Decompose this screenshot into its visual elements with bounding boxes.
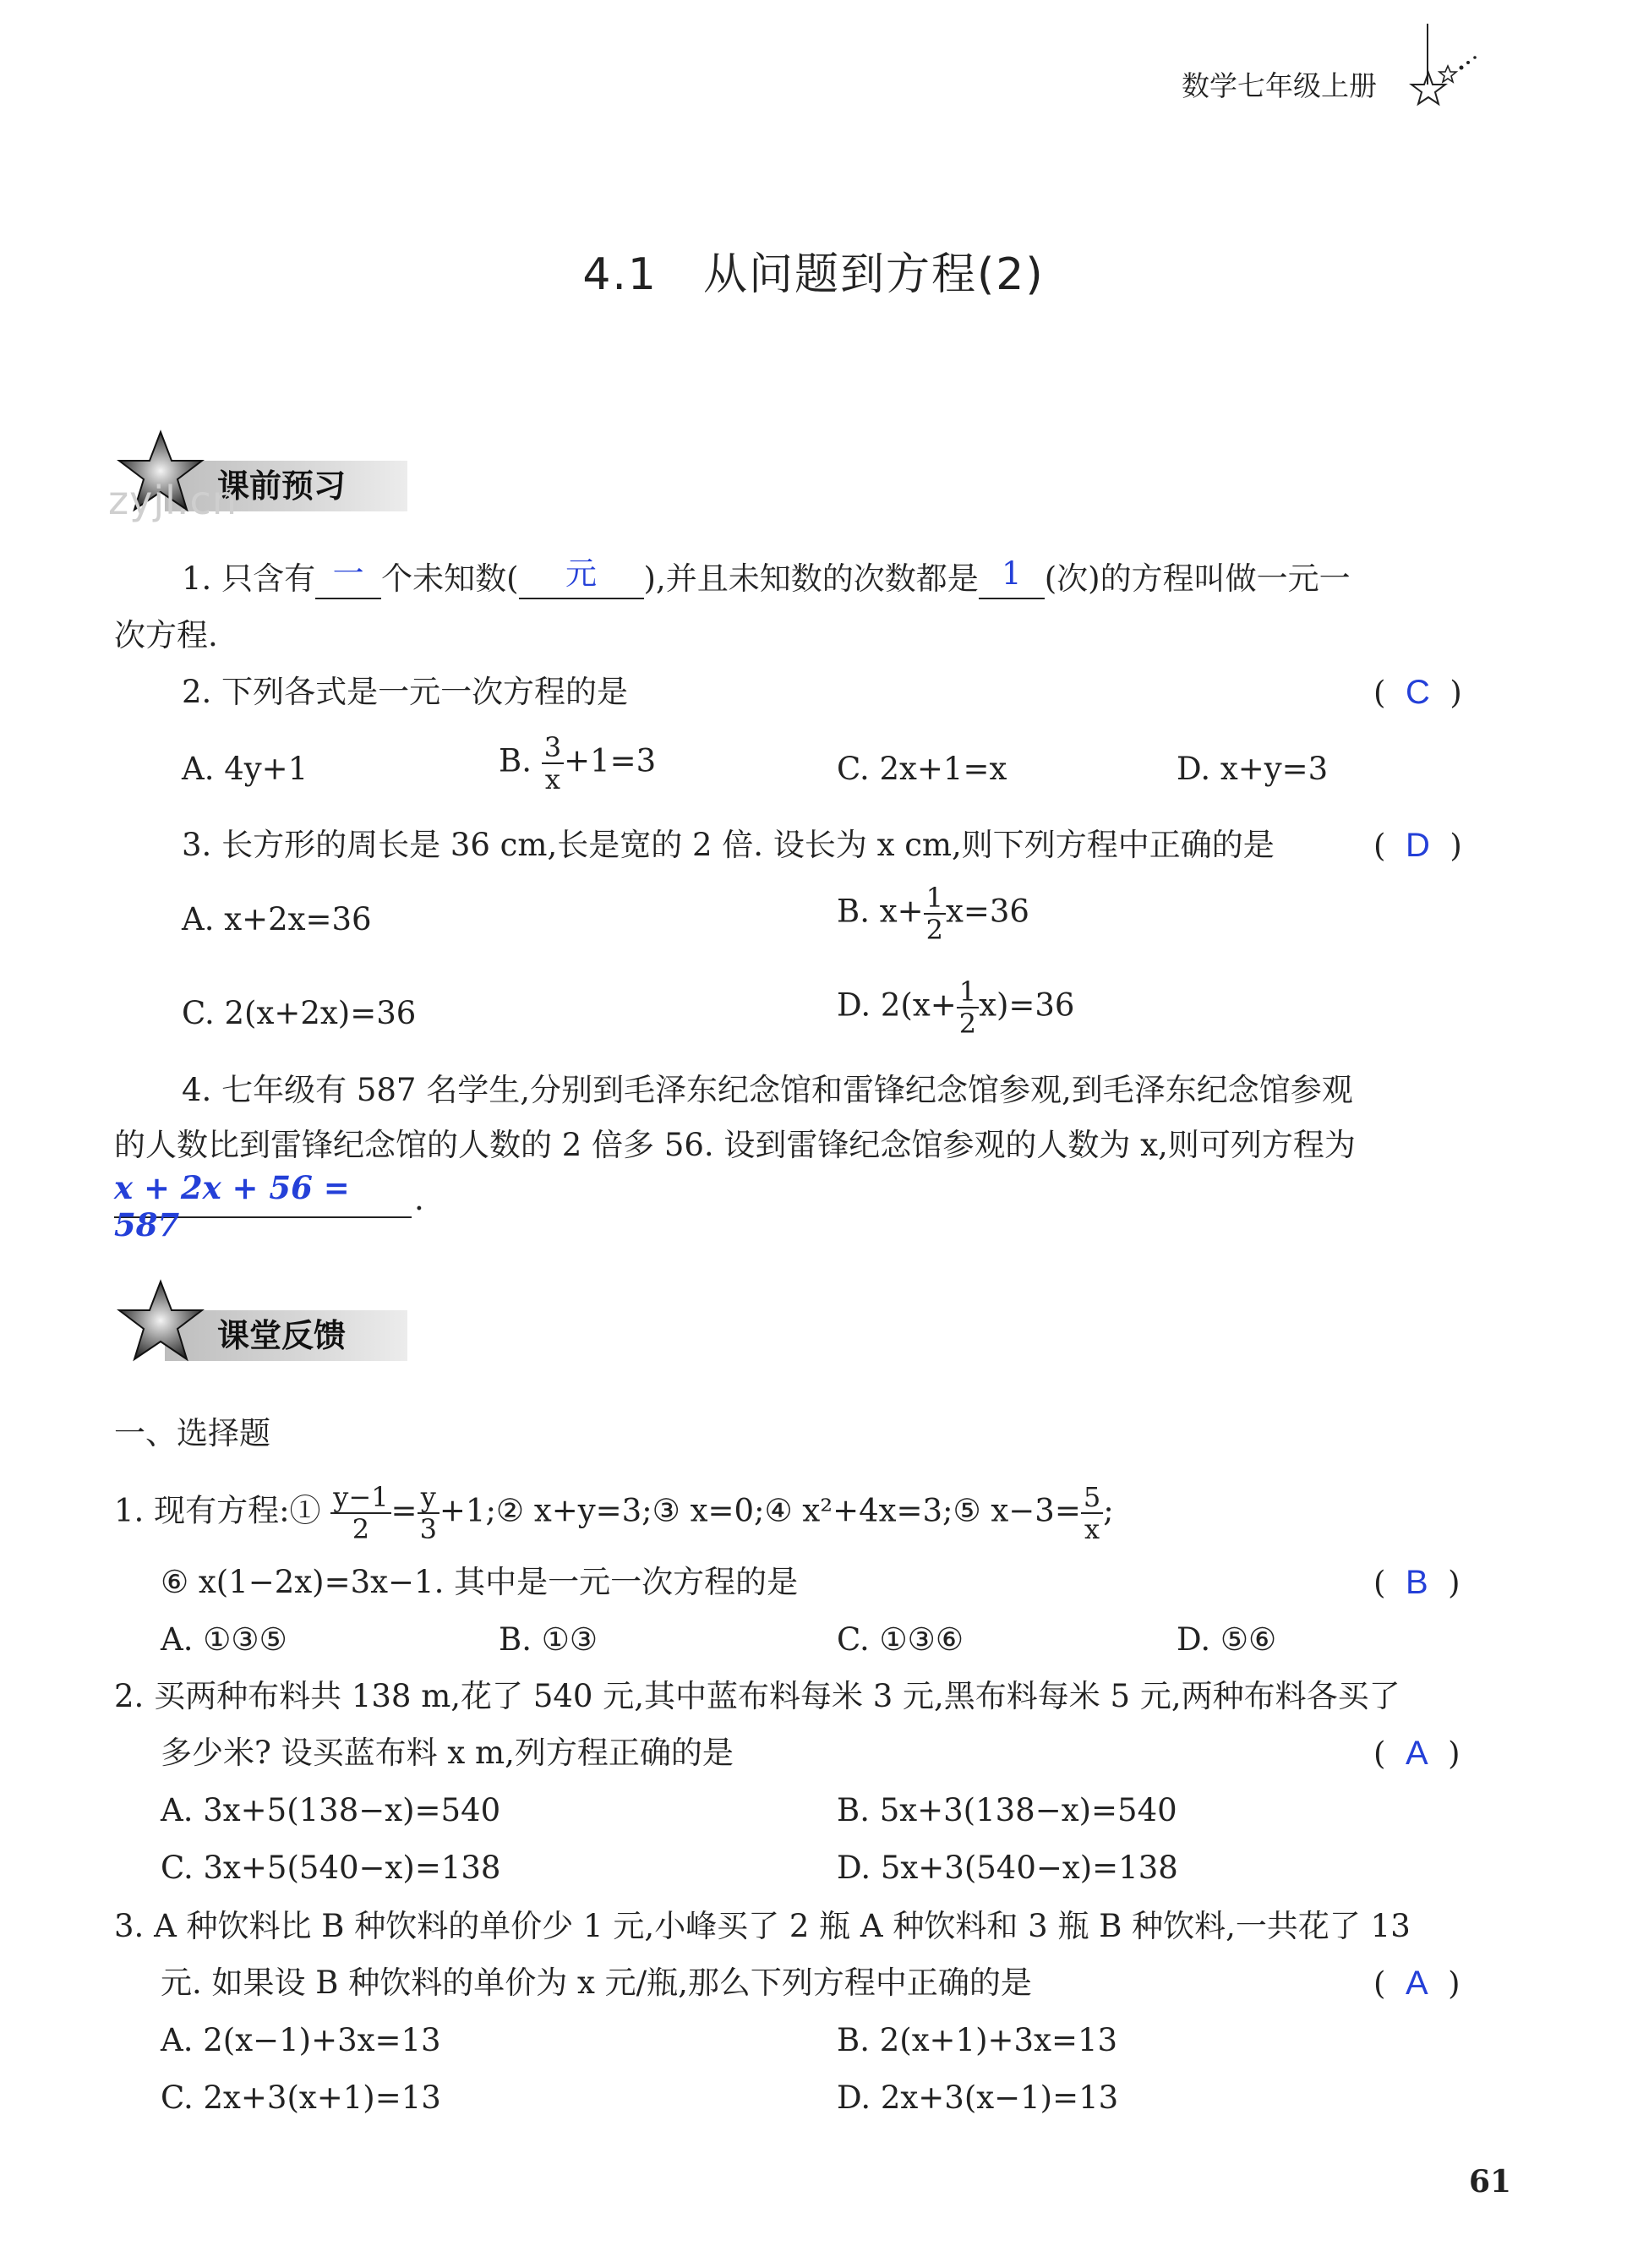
s2-q1-fraction3 [1081, 1481, 1103, 1545]
s1-q4-answer-blank [114, 1169, 412, 1243]
page-number: 61 [1469, 2164, 1512, 2200]
s1-q3-option-d-label: D. 2(x+ [837, 986, 957, 1024]
s1-q1-text4: (次)的方程叫做一元一 [1044, 560, 1351, 597]
s2-q2-answer: A [1405, 1735, 1428, 1772]
page-title: 4.1 从问题到方程(2) [582, 249, 1045, 300]
s1-q3-option-d-fraction [957, 976, 979, 1040]
s2-q2-line2: 多少米? 设买蓝布料 x m,列方程正确的是 [161, 1735, 734, 1771]
s2-q2-line1: 2. 买两种布料共 138 m,花了 540 元,其中蓝布料每米 3 元,黑布料每米 5 元,两种布料各买了 [114, 1678, 1400, 1714]
fraction-numerator: 5 [1081, 1484, 1103, 1514]
s2-q3-answer: A [1405, 1965, 1428, 2002]
s1-q1-answer2: 元 [565, 555, 598, 592]
s2-q2-option-d: D. 5x+3(540−x)=138 [837, 1850, 1178, 1886]
s2-q1-option-a: A. ①③⑤ [161, 1621, 287, 1658]
s1-q3-answer: D [1405, 827, 1430, 864]
book-title: 数学七年级上册 [1182, 69, 1377, 102]
s1-q3-stem: 3. 长方形的周长是 36 cm,长是宽的 2 倍. 设长为 x cm,则下列方程中正确的是 [182, 827, 1275, 863]
s2-q2-option-a: A. 3x+5(138−x)=540 [161, 1792, 501, 1828]
s2-q1-option-c: C. ①③⑥ [837, 1621, 964, 1658]
s2-heading: 一、选择题 [114, 1415, 270, 1451]
s1-q4-line1: 4. 七年级有 587 名学生,分别到毛泽东纪念馆和雷锋纪念馆参观,到毛泽东纪念馆参观 [182, 1072, 1353, 1108]
s2-q1-line1 [114, 1481, 1114, 1545]
s2-q1-equals: = [390, 1492, 418, 1529]
fraction-numerator: y [418, 1484, 440, 1514]
s1-q1-text2: 个未知数( [381, 560, 519, 597]
s2-q2-option-b: B. 5x+3(138−x)=540 [837, 1792, 1177, 1828]
s1-q1-blank2 [519, 555, 644, 599]
s1-q2-option-a: A. 4y+1 [182, 751, 308, 787]
star-badge-icon [114, 1276, 207, 1373]
s1-q4-line2: 的人数比到雷锋纪念馆的人数的 2 倍多 56. 设到雷锋纪念馆参观的人数为 x,则可列方程为 [114, 1127, 1356, 1163]
s1-q4-period: . [414, 1181, 424, 1217]
s1-q1-answer3: 1 [1001, 555, 1022, 592]
s1-q2-option-c: C. 2x+1=x [837, 751, 1007, 787]
s1-q2-option-d: D. x+y=3 [1177, 751, 1329, 787]
s2-q1-fraction2 [418, 1481, 440, 1545]
s1-q1-line1 [182, 555, 1351, 599]
s2-q1-option-d: D. ⑤⑥ [1177, 1621, 1277, 1658]
fraction-numerator: 3 [542, 734, 564, 764]
fraction-denominator: 2 [925, 914, 943, 946]
s1-q3-option-c: C. 2(x+2x)=36 [182, 995, 417, 1031]
s1-q2-option-b-label: B. [499, 742, 532, 779]
fraction-denominator: 3 [419, 1513, 437, 1545]
s2-q1-line2: ⑥ x(1−2x)=3x−1. 其中是一元一次方程的是 [161, 1564, 799, 1600]
s2-q1-answer-box: ( B ) [1373, 1564, 1460, 1601]
s1-q3-option-b-fraction [924, 882, 946, 946]
s1-q1-answer1: 一 [332, 555, 364, 592]
s2-q3-option-b: B. 2(x+1)+3x=13 [837, 2022, 1118, 2058]
watermark: zyjl.cn [108, 478, 237, 523]
s1-q2-option-b [499, 731, 657, 795]
s1-q3-option-d [837, 976, 1075, 1040]
fraction-numerator: y−1 [330, 1484, 390, 1514]
s2-q2-answer-box: ( A ) [1373, 1735, 1460, 1772]
star-decoration-icon [1407, 41, 1492, 112]
fraction-numerator: 1 [924, 884, 946, 915]
s2-q1-text2: +1;② x+y=3;③ x=0;④ x²+4x=3;⑤ x−3= [439, 1492, 1081, 1529]
s2-q1-text3: ; [1103, 1492, 1114, 1529]
s1-q3-option-d-rest: x)=36 [979, 986, 1075, 1024]
s1-q1-text1: 1. 只含有 [182, 560, 316, 597]
s1-q1-blank1 [315, 555, 381, 599]
s2-q3-option-c: C. 2x+3(x+1)=13 [161, 2079, 441, 2116]
s1-q1-line2: 次方程. [114, 617, 218, 653]
fraction-denominator: 2 [958, 1008, 977, 1040]
s1-q1-blank3 [979, 555, 1045, 599]
s1-q4-answer: x + 2x + 56 = 587 [114, 1169, 350, 1243]
s2-q1-text1: 1. 现有方程:① [114, 1492, 321, 1529]
s1-q2-option-b-fraction [542, 731, 564, 795]
s1-q2-answer: C [1405, 674, 1430, 711]
s1-q3-option-a: A. x+2x=36 [182, 901, 372, 937]
fraction-denominator: x [1084, 1513, 1100, 1545]
fraction-denominator: 2 [352, 1513, 370, 1545]
s2-q1-fraction1 [330, 1481, 390, 1545]
s1-q3-option-b-label: B. x+ [837, 893, 924, 930]
s2-q2-option-c: C. 3x+5(540−x)=138 [161, 1850, 501, 1886]
section-label-feedback: 课堂反馈 [165, 1310, 407, 1361]
s2-q3-option-a: A. 2(x−1)+3x=13 [161, 2022, 441, 2058]
s2-q3-line2: 元. 如果设 B 种饮料的单价为 x 元/瓶,那么下列方程中正确的是 [161, 1965, 1032, 2001]
s2-q1-option-b: B. ①③ [499, 1621, 598, 1658]
s1-q3-answer-box: ( D ) [1373, 827, 1462, 864]
s1-q3-option-b [837, 882, 1029, 946]
s1-q3-option-b-rest: x=36 [945, 893, 1029, 930]
fraction-numerator: 1 [957, 978, 979, 1008]
s2-q3-answer-box: ( A ) [1373, 1965, 1460, 2002]
s1-q1-text3: ),并且未知数的次数都是 [643, 560, 979, 597]
s1-q2-option-b-rest: +1=3 [564, 742, 657, 779]
s1-q2-answer-box: ( C ) [1373, 674, 1462, 711]
s2-q3-option-d: D. 2x+3(x−1)=13 [837, 2079, 1119, 2116]
section-label-preview: 课前预习 [165, 461, 407, 511]
s1-q2-stem: 2. 下列各式是一元一次方程的是 [182, 674, 629, 710]
fraction-denominator: x [544, 763, 560, 795]
s2-q1-answer: B [1405, 1564, 1428, 1601]
s2-q3-line1: 3. A 种饮料比 B 种饮料的单价少 1 元,小峰买了 2 瓶 A 种饮料和 3 瓶 B 种饮料,一共花了 13 [114, 1908, 1411, 1944]
